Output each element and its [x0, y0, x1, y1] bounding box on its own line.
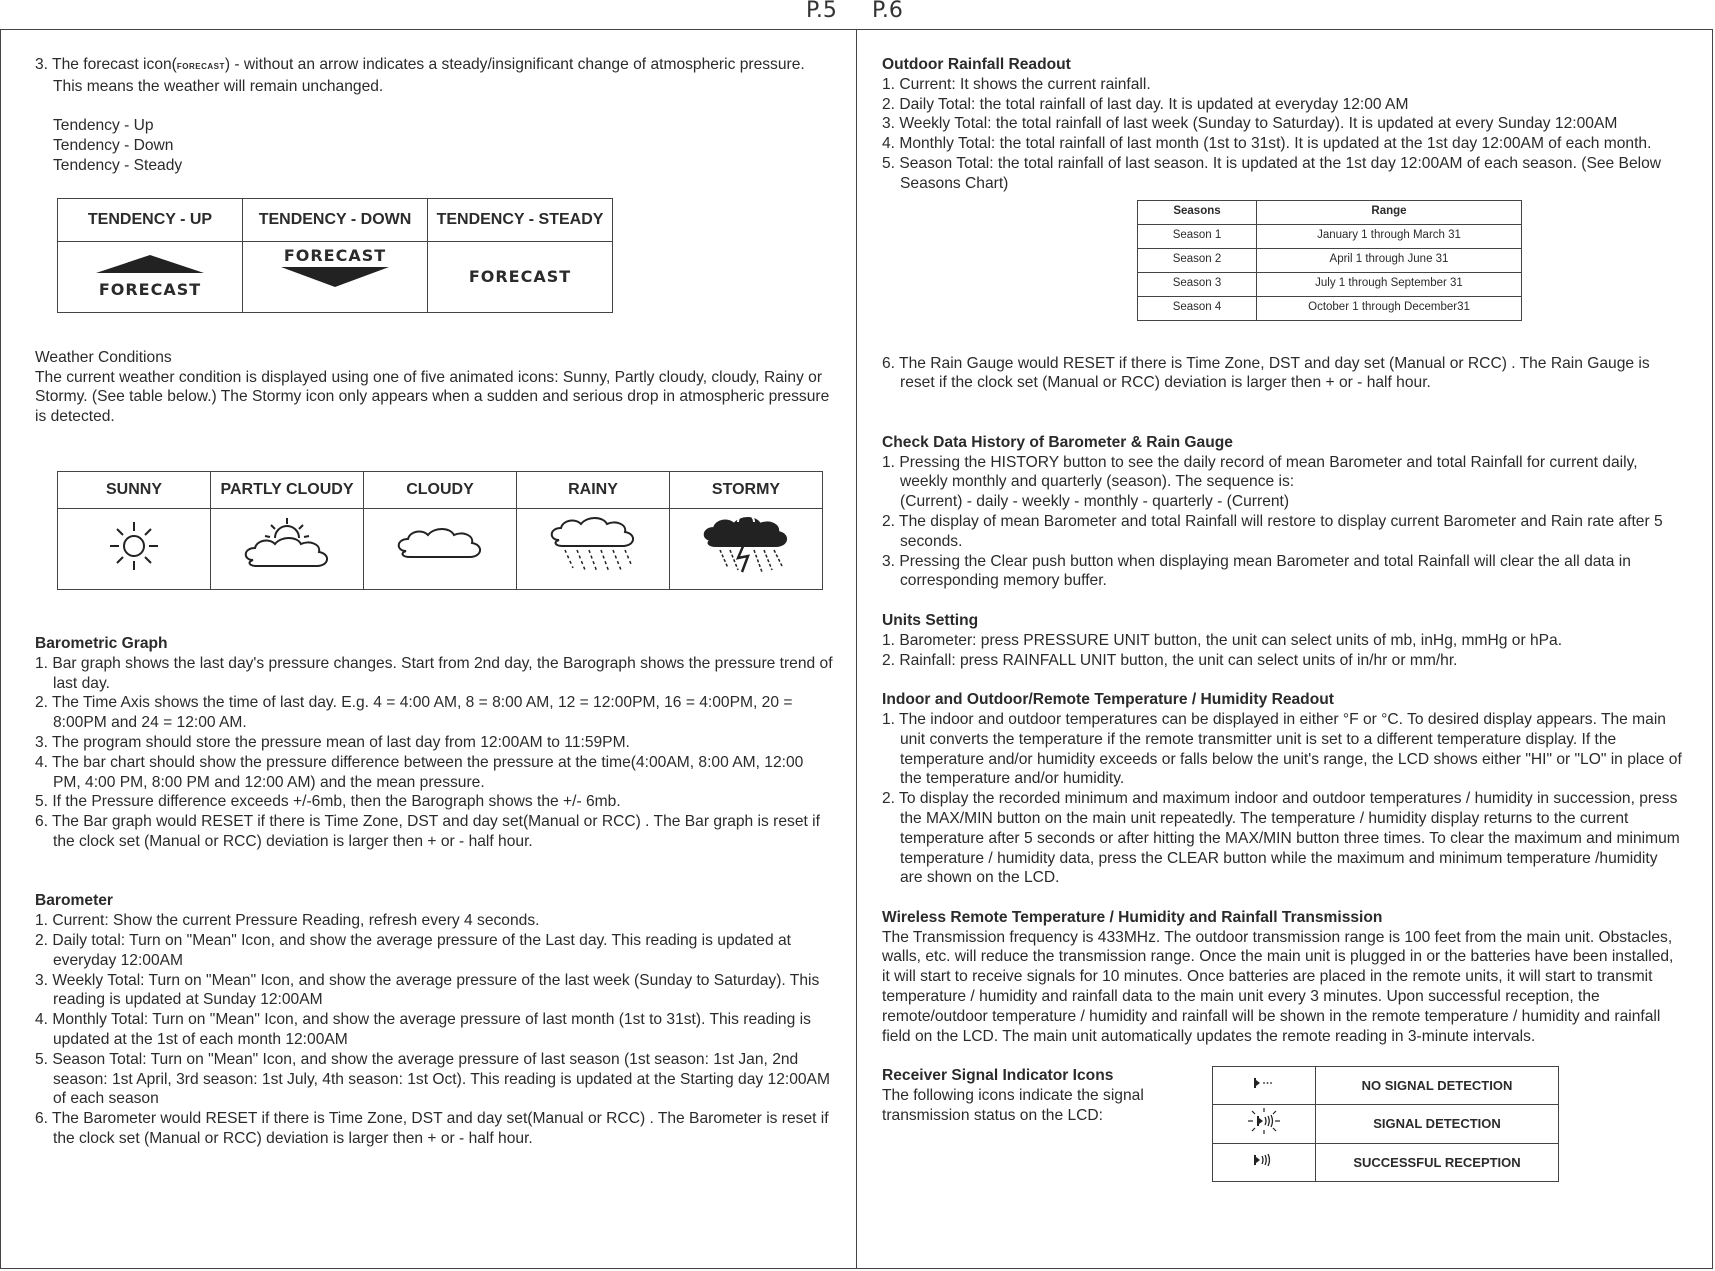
rainfall-title: Outdoor Rainfall Readout — [882, 56, 1071, 73]
list-item: 1. The indoor and outdoor temperatures can be displayed in either °F or °C. To desired display appears. The main unit converts the temperature if the remote transmitter unit is set to a different temperature display. If the temperature and/or humidity exceeds or falls below the unit's range, the LCD shows either "HI" or "LO" in place of the temperature and/or humidity. — [882, 710, 1682, 788]
list-item: 6. The Barometer would RESET if there is Time Zone, DST and day set(Manual or RCC) . The Barometer is reset if the clock set (Manual or RCC) deviation is larger then + or - half hour. — [35, 1110, 829, 1147]
list-item: 2. The display of mean Barometer and total Rainfall will restore to display current Barometer and Rain rate after 5 seconds. — [882, 512, 1663, 550]
signal-label: NO SIGNAL DETECTION — [1316, 1067, 1559, 1105]
list-item: 5. Season Total: Turn on "Mean" Icon, and show the average pressure of last season (1st season: 1st Jan, 2nd season: 1st April, 3rd season: 1st July, 4th season: 1st Oct). This reading is updated at the Starting day 12:00AM of each season — [35, 1050, 830, 1108]
list-item: 1. Current: It shows the current rainfall. — [882, 75, 1151, 93]
rain-reset-item: 6. The Rain Gauge would RESET if there is Time Zone, DST and day set (Manual or RCC) . The Rain Gauge is reset if the clock set (Manual or RCC) deviation is larger then + or - half hour. — [882, 354, 1650, 392]
signal-label: SUCCESSFUL RECEPTION — [1316, 1144, 1559, 1182]
list-item: 1. Pressing the HISTORY button to see the daily record of mean Barometer and total Rainfall for current daily, weekly monthly and quarterly (season). The sequence is: — [882, 453, 1638, 491]
list-item: 3. Weekly Total: Turn on "Mean" Icon, and show the average pressure of the last week (Sunday to Saturday). This reading is updated at Sunday 12:00AM — [35, 971, 820, 1009]
barometer-title: Barometer — [35, 892, 113, 910]
weather-header: RAINY — [517, 471, 670, 508]
page-numbers — [0, 0, 1715, 30]
forecast-inline-icon: FORECAST — [176, 62, 225, 71]
arrow-down-icon — [280, 266, 390, 288]
table-row — [1213, 1144, 1559, 1182]
barograph-title: Barometric Graph — [35, 634, 168, 652]
list-item: 4. Monthly Total: the total rainfall of last month (1st to 31st). It is updated at the 1st day 12:00AM of each month. — [882, 135, 1652, 153]
table-row: Season 3 July 1 through September 31 — [1138, 272, 1522, 296]
history-title: Check Data History of Barometer & Rain Gauge — [882, 433, 1233, 451]
weather-header: STORMY — [670, 471, 823, 508]
tendency-header: TENDENCY - STEADY — [428, 198, 613, 241]
forecast-paragraph: 3. The forecast icon(FORECAST) - without an arrow indicates a steady/insignificant change of atmospheric pressure. This means the weather will remain unchanged. — [35, 56, 805, 95]
forecast-steady-cell — [428, 241, 613, 312]
tendency-item: Tendency - Up — [53, 117, 154, 135]
wireless-text: The Transmission frequency is 433MHz. The outdoor transmission range is 100 feet from the main unit. Obstacles, walls, etc. will reduce the transmission range. Once the main unit is plugged in or the batteries have been installed, it will start to receive signals for 10 minutes. Once batteries are placed in the remote units, it will start to transmit temperature / humidity and rainfall data to the main unit every 3 minutes. Upon successful reception, the remote/outdoor temperature / humidity and rainfall will be shown in the remote temperature / humidity and rainfall field on the LCD. The main unit automatically updates the remote reading in 3-minute intervals. — [882, 928, 1674, 1045]
partly-cloudy-icon — [239, 516, 335, 576]
list-item: 2. Rainfall: press RAINFALL UNIT button, the unit can select units of in/hr or mm/hr. — [882, 651, 1458, 669]
units-title: Units Setting — [882, 611, 979, 629]
list-item: 2. To display the recorded minimum and maximum indoor and outdoor temperatures / humidity in succession, press the MAX/MIN button on the main unit repeatedly. The temperature / humidity display returns to the current temperature after 5 seconds or after hitting the MAX/MIN button three times. To clear the maximum and minimum temperature / humidity data, press the CLEAR button while the maximum and minimum temperature /humidity are shown on the LCD. — [882, 790, 1680, 887]
weather-title: Weather Conditions — [35, 348, 172, 366]
table-row — [1213, 1105, 1559, 1144]
seasons-header: Seasons — [1138, 200, 1257, 224]
table-row: Season 2 April 1 through June 31 — [1138, 248, 1522, 272]
table-row: Season 4 October 1 through December31 — [1138, 296, 1522, 320]
tendency-header: TENDENCY - UP — [58, 198, 243, 241]
left-page — [35, 55, 835, 1149]
wireless-title: Wireless Remote Temperature / Humidity and Rainfall Transmission — [882, 908, 1383, 926]
storm-icon — [698, 514, 794, 578]
forecast-down-cell — [243, 241, 428, 312]
list-item: 1. Bar graph shows the last day's pressure changes. Start from 2nd day, the Barograph shows the pressure trend of last day. — [35, 654, 833, 692]
weather-table — [57, 471, 823, 590]
signal-text: The following icons indicate the signal transmission status on the LCD: — [882, 1087, 1144, 1124]
tendency-header: TENDENCY - DOWN — [243, 198, 428, 241]
tendency-item: Tendency - Steady — [53, 156, 183, 174]
tendency-item: Tendency - Down — [53, 137, 174, 155]
page-divider — [856, 29, 857, 1269]
right-page — [882, 55, 1682, 1170]
list-item: 3. Pressing the Clear push button when displaying mean Barometer and total Rainfall will clear the all data in corresponding memory buffer. — [882, 552, 1631, 590]
weather-text: The current weather condition is displayed using one of five animated icons: Sunny, Partly cloudy, cloudy, Rainy or Stormy. (See table below.) The Stormy icon only appears when a sudden and serious drop in atmospheric pressure is detected. — [35, 368, 830, 426]
rain-icon — [545, 514, 641, 578]
list-item: 6. The Bar graph would RESET if there is Time Zone, DST and day set(Manual or RCC) . The Bar graph is reset if the clock set (Manual or RCC) deviation is larger then + or - half hour. — [35, 813, 820, 850]
forecast-label: FORECAST — [468, 266, 572, 286]
list-item: 3. The program should store the pressure mean of last day from 12:00AM to 11:59PM. — [35, 733, 630, 751]
table-row: Season 1 January 1 through March 31 — [1138, 224, 1522, 248]
list-item: 1. Current: Show the current Pressure Reading, refresh every 4 seconds. — [35, 912, 540, 930]
tendency-table — [57, 198, 613, 313]
list-item: 1. Barometer: press PRESSURE UNIT button, the unit can select units of mb, inHg, mmHg or hPa. — [882, 631, 1563, 649]
list-item: 3. Weekly Total: the total rainfall of last week (Sunday to Saturday). It is updated at every Sunday 12:00AM — [882, 115, 1618, 133]
list-item: 2. The Time Axis shows the time of last day. E.g. 4 = 4:00 AM, 8 = 8:00 AM, 12 = 12:00PM, 16 = 4:00PM, 20 = 8:00PM and 24 = 12:00 AM. — [35, 694, 793, 732]
forecast-label: FORECAST — [98, 279, 202, 299]
weather-header: SUNNY — [58, 471, 211, 508]
forecast-label: FORECAST — [283, 245, 387, 265]
successful-reception-icon — [1251, 1150, 1277, 1170]
list-item: 5. Season Total: the total rainfall of last season. It is updated at the 1st day 12:00AM of each season. (See Below Seasons Chart) — [882, 154, 1662, 192]
temperature-title: Indoor and Outdoor/Remote Temperature / Humidity Readout — [882, 691, 1334, 709]
signal-table — [1212, 1066, 1559, 1182]
table-row — [1213, 1067, 1559, 1105]
list-item: 4. Monthly Total: Turn on "Mean" Icon, and show the average pressure of last month (1st to 31st). This reading is updated at the 1st of each month 12:00AM — [35, 1011, 811, 1048]
signal-detection-icon — [1244, 1106, 1284, 1136]
cloud-icon — [392, 521, 488, 571]
no-signal-icon — [1252, 1075, 1276, 1091]
list-item: 4. The bar chart should show the pressure difference between the pressure at the time(4:00AM, 8:00 AM, 12:00 PM, 4:00 PM, 8:00 PM and 12:00 AM) and the mean pressure. — [35, 753, 804, 791]
signal-title: Receiver Signal Indicator Icons — [882, 1067, 1114, 1085]
seasons-table — [1137, 200, 1522, 321]
weather-header: PARTLY CLOUDY — [211, 471, 364, 508]
weather-header: CLOUDY — [364, 471, 517, 508]
signal-label: SIGNAL DETECTION — [1316, 1105, 1559, 1144]
page-number-right: P.6 — [872, 0, 903, 23]
list-item: 5. If the Pressure difference exceeds +/-6mb, then the Barograph shows the +/- 6mb. — [35, 793, 621, 811]
arrow-up-icon — [95, 254, 205, 274]
sun-icon — [106, 518, 162, 574]
list-item: 2. Daily Total: the total rainfall of last day. It is updated at everyday 12:00 AM — [882, 95, 1409, 113]
forecast-up-cell — [58, 241, 243, 312]
page-number-left: P.5 — [806, 0, 837, 23]
seasons-header: Range — [1257, 200, 1522, 224]
list-item: 2. Daily total: Turn on "Mean" Icon, and show the average pressure of the Last day. This reading is updated at everyday 12:00AM — [35, 931, 791, 969]
signal-section — [882, 1066, 1682, 1170]
history-sequence: (Current) - daily - weekly - monthly - quarterly - (Current) — [900, 493, 1290, 511]
